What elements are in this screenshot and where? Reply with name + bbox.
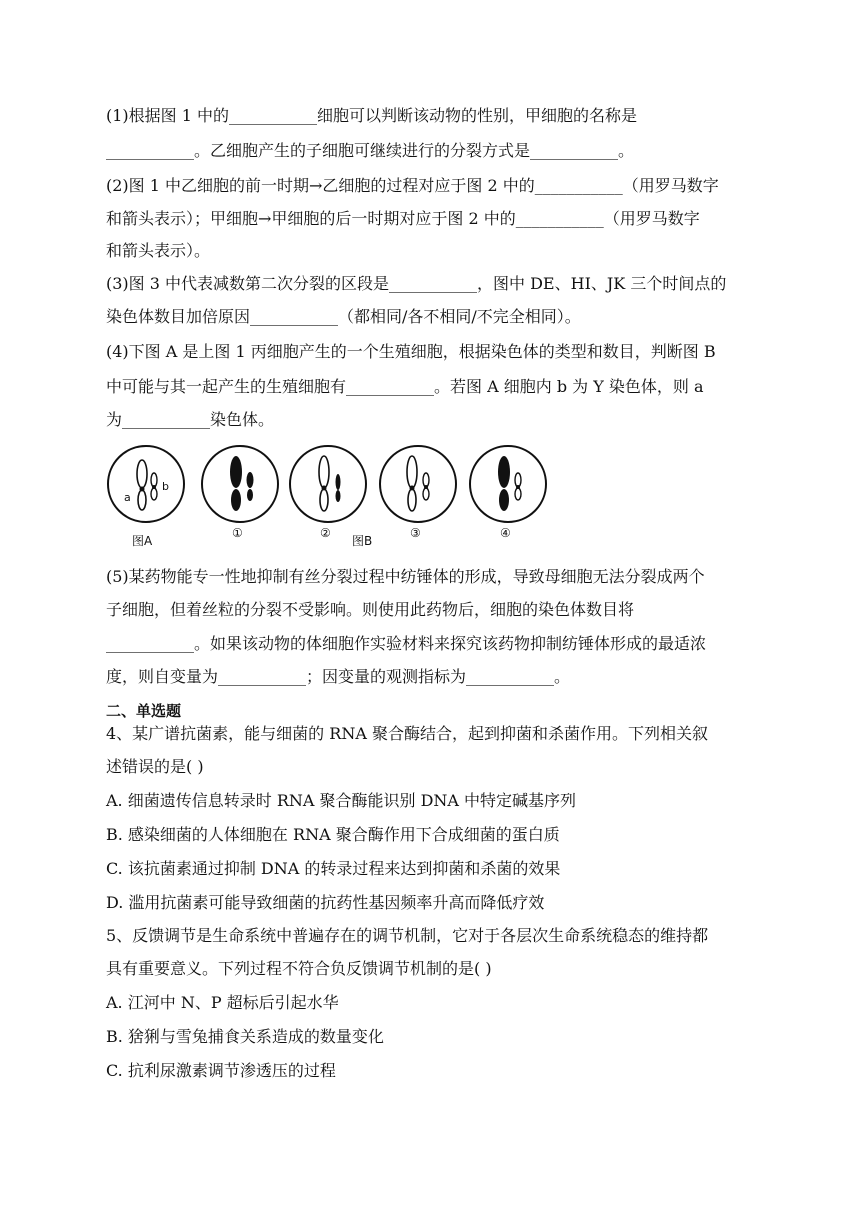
q-part3-line2: 染色体数目加倍原因___________（都相同/各不相同/不完全相同）。	[106, 307, 581, 326]
figure-b-cell-1	[198, 442, 282, 526]
label-cell-1: ①	[232, 526, 243, 540]
q5-option-a: A. 江河中 N、P 超标后引起水华	[106, 993, 339, 1012]
q4-stem-line2: 述错误的是( )	[106, 757, 204, 776]
q5-stem-line1: 5、反馈调节是生命系统中普遍存在的调节机制，它对于各层次生命系统稳态的维持都	[106, 926, 709, 945]
q4-stem-line1: 4、某广谱抗菌素，能与细菌的 RNA 聚合酶结合，起到抑菌和杀菌作用。下列相关叙	[106, 724, 708, 743]
q-part4-line3: 为___________染色体。	[106, 410, 275, 429]
q-part5-line4: 度，则自变量为___________；因变量的观测指标为___________。	[106, 667, 571, 686]
q-part2-line2: 和箭头表示）；甲细胞→甲细胞的后一时期对应于图 2 中的___________（用罗马数字	[106, 209, 700, 228]
label-a: a	[124, 491, 131, 504]
caption-figure-a: 图A	[132, 534, 153, 548]
q4-option-c: C. 该抗菌素通过抑制 DNA 的转录过程来达到抑菌和杀菌的效果	[106, 859, 561, 878]
q-part2-line3: 和箭头表示）。	[106, 241, 211, 260]
figure-b-cell-4	[466, 442, 550, 526]
q-part3-line1: (3)图 3 中代表减数第二次分裂的区段是___________，图中 DE、HI、JK 三个时间点的	[106, 274, 727, 293]
label-cell-4: ④	[500, 526, 511, 540]
q4-option-a: A. 细菌遗传信息转录时 RNA 聚合酶能识别 DNA 中特定碱基序列	[106, 791, 577, 810]
figure-a-cell	[104, 442, 188, 526]
q5-stem-line2: 具有重要意义。下列过程不符合负反馈调节机制的是( )	[106, 959, 492, 978]
q-part5-line1: (5)某药物能专一性地抑制有丝分裂过程中纺锤体的形成，导致母细胞无法分裂成两个	[106, 567, 705, 586]
q4-option-d: D. 滥用抗菌素可能导致细菌的抗药性基因频率升高而降低疗效	[106, 893, 545, 912]
section-title: 二、单选题	[106, 702, 182, 720]
q4-option-b: B. 感染细菌的人体细胞在 RNA 聚合酶作用下合成细菌的蛋白质	[106, 825, 560, 844]
q-part4-line1: (4)下图 A 是上图 1 丙细胞产生的一个生殖细胞，根据染色体的类型和数目，判断图 B	[106, 342, 716, 361]
q5-option-c: C. 抗利尿激素调节渗透压的过程	[106, 1061, 336, 1080]
q-part5-line2: 子细胞，但着丝粒的分裂不受影响。则使用此药物后，细胞的染色体数目将	[106, 600, 635, 619]
q-part2-line1: (2)图 1 中乙细胞的前一时期→乙细胞的过程对应于图 2 中的___________（用罗马数字	[106, 176, 719, 195]
figure-b-cell-3	[376, 442, 460, 526]
q-part1-line2: ___________。乙细胞产生的子细胞可继续进行的分裂方式是___________。	[106, 141, 635, 160]
label-b: b	[162, 480, 169, 493]
q-part1-line1: (1)根据图 1 中的___________细胞可以判断该动物的性别，甲细胞的名称是	[106, 106, 638, 125]
chromosome-figure	[100, 442, 560, 552]
q-part5-line3: ___________。如果该动物的体细胞作实验材料来探究该药物抑制纺锤体形成的最适浓	[106, 634, 707, 653]
figure-b-cell-2	[286, 442, 370, 526]
q5-option-b: B. 猞猁与雪兔捕食关系造成的数量变化	[106, 1027, 384, 1046]
q-part4-line2: 中可能与其一起产生的生殖细胞有___________。若图 A 细胞内 b 为 Y 染色体，则 a	[106, 377, 704, 396]
label-cell-3: ③	[410, 526, 421, 540]
caption-figure-b: 图B	[352, 534, 373, 548]
label-cell-2: ②	[320, 526, 331, 540]
